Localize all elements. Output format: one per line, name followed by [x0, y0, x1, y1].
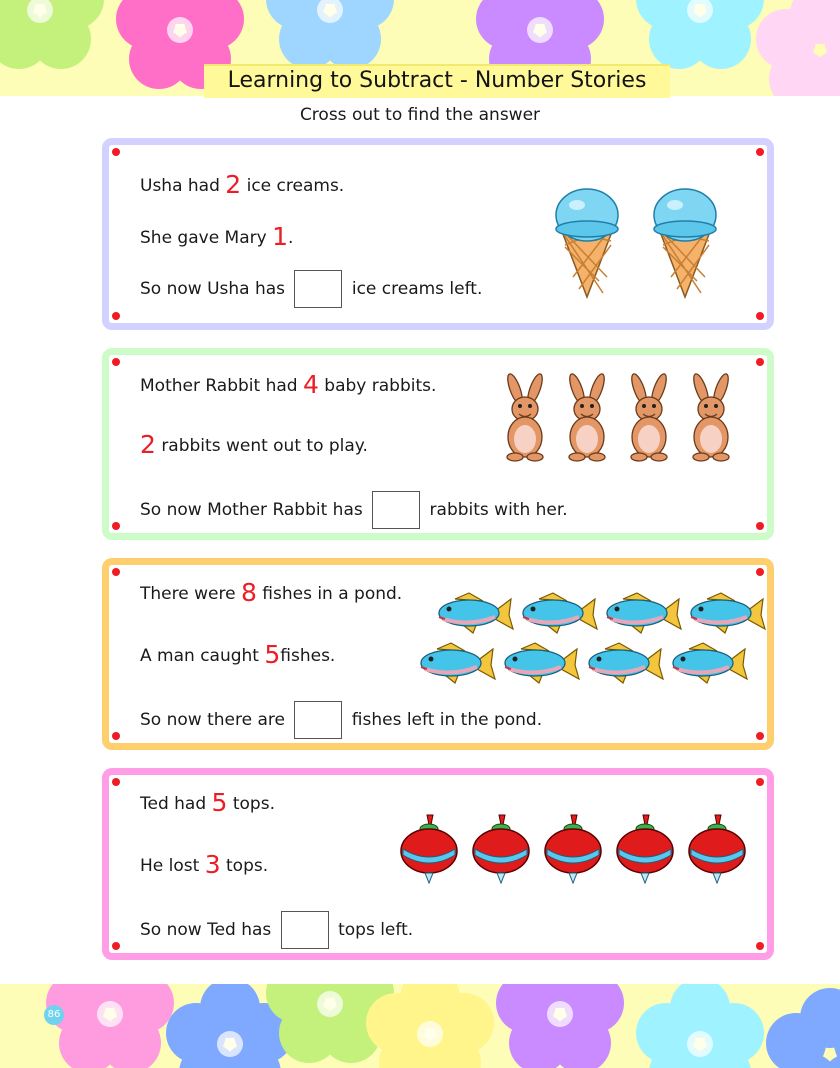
instruction-text: Cross out to find the answer — [299, 105, 541, 125]
story-line — [140, 370, 437, 399]
story-text: Mother Rabbit had — [140, 376, 298, 396]
corner-dot — [756, 732, 764, 740]
page-title: Learning to Subtract - Number Stories — [227, 68, 647, 93]
story-number: 5 — [211, 788, 228, 817]
story-text: So now there are — [140, 710, 285, 730]
story-text: So now Ted has — [140, 920, 272, 940]
corner-dot — [112, 312, 120, 320]
story-number: 2 — [140, 430, 156, 459]
spinning-top-icon — [393, 811, 765, 891]
story-text: . — [288, 228, 294, 248]
corner-dot — [112, 358, 120, 366]
ice-cream-cone-icon — [549, 181, 789, 301]
rabbit-icon — [497, 371, 747, 471]
story-text: She gave Mary — [140, 228, 267, 248]
story-line — [140, 788, 275, 817]
story-text: tops. — [232, 794, 275, 814]
corner-dot — [756, 312, 764, 320]
corner-dot — [756, 522, 764, 530]
story-card-tops — [102, 768, 774, 960]
flower-pattern-bottom — [0, 984, 840, 1068]
corner-dot — [756, 942, 764, 950]
story-line — [140, 640, 336, 669]
story-line — [140, 170, 345, 199]
story-text: baby rabbits. — [324, 376, 437, 396]
story-card-rabbits — [102, 348, 774, 540]
corner-dot — [112, 522, 120, 530]
story-text: So now Usha has — [140, 279, 286, 299]
story-line — [140, 270, 482, 308]
story-text: Ted had — [140, 794, 207, 814]
story-number: 4 — [302, 370, 319, 399]
story-number: 5 — [264, 640, 281, 669]
story-card-ice-creams — [102, 138, 774, 330]
corner-dot — [112, 778, 120, 786]
corner-dot — [112, 568, 120, 576]
story-line — [140, 701, 542, 739]
page-number: 86 — [44, 1005, 64, 1025]
story-text: fishes left in the pond. — [351, 710, 543, 730]
story-text: fishes in a pond. — [262, 584, 403, 604]
story-line — [140, 430, 368, 459]
story-number: 1 — [272, 222, 289, 251]
story-line — [140, 222, 294, 251]
story-text: There were — [140, 584, 236, 604]
story-text: ice creams left. — [351, 279, 483, 299]
story-line — [140, 491, 568, 529]
story-text: fishes. — [280, 646, 336, 666]
story-text: tops. — [226, 856, 269, 876]
story-line — [140, 578, 403, 607]
story-text: A man caught — [140, 646, 259, 666]
answer-box[interactable] — [281, 911, 329, 949]
answer-box[interactable] — [372, 491, 420, 529]
story-text: He lost — [140, 856, 200, 876]
story-text: rabbits went out to play. — [161, 436, 368, 456]
story-number: 8 — [240, 578, 257, 607]
story-number: 2 — [225, 170, 242, 199]
answer-box[interactable] — [294, 701, 342, 739]
story-line — [140, 911, 413, 949]
corner-dot — [756, 778, 764, 786]
corner-dot — [112, 942, 120, 950]
corner-dot — [756, 148, 764, 156]
story-text: So now Mother Rabbit has — [140, 500, 363, 520]
story-text: ice creams. — [246, 176, 345, 196]
story-card-fishes — [102, 558, 774, 750]
story-number: 3 — [204, 850, 221, 879]
story-line — [140, 850, 269, 879]
fish-icon — [413, 587, 769, 687]
title-bar — [204, 64, 670, 98]
story-text: tops left. — [338, 920, 414, 940]
footer-decoration — [0, 984, 840, 1068]
corner-dot — [112, 732, 120, 740]
corner-dot — [756, 358, 764, 366]
corner-dot — [112, 148, 120, 156]
story-text: rabbits with her. — [429, 500, 568, 520]
story-text: Usha had — [140, 176, 220, 196]
answer-box[interactable] — [294, 270, 342, 308]
corner-dot — [756, 568, 764, 576]
